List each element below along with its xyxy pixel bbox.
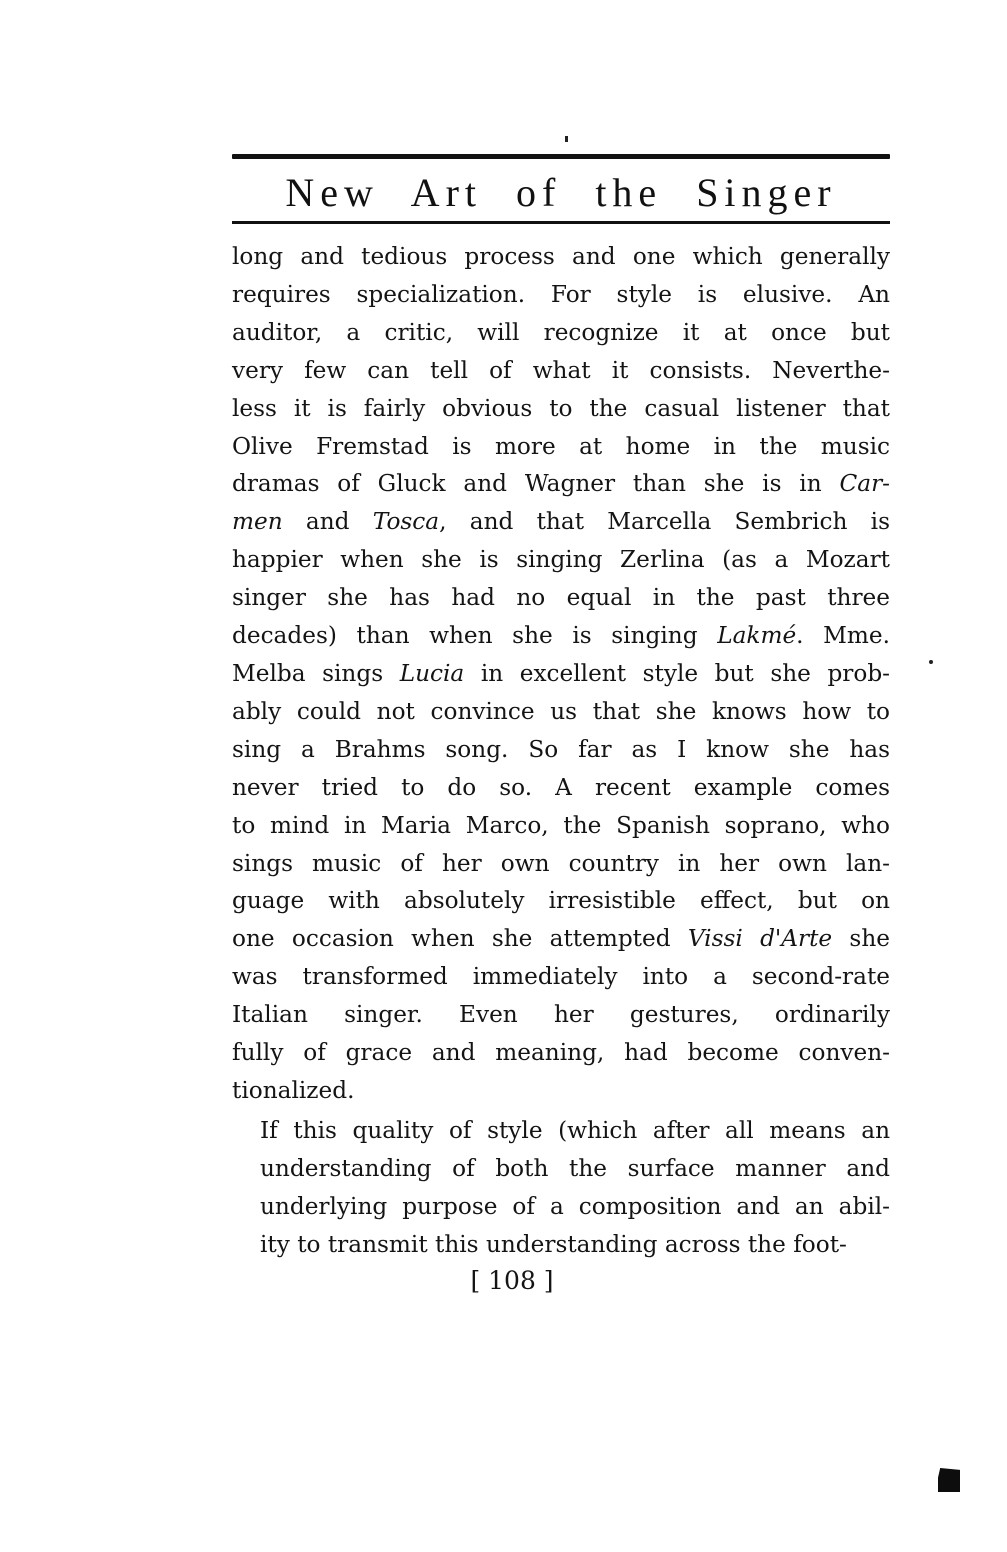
text-line: long and tedious process and one which generally — [232, 243, 890, 270]
text-line: ably could not convince us that she knows how to — [232, 697, 890, 725]
text-line: Olive Fremstad is more at home in the music — [232, 432, 890, 460]
text-line: men and Tosca, and that Marcella Sembrich is — [232, 508, 890, 536]
text-line: ity to transmit this understanding across the foot- — [260, 1230, 847, 1258]
printer-mark — [565, 136, 568, 142]
body-text — [232, 238, 890, 1263]
text-line: Italian singer. Even her gestures, ordinarily — [232, 1001, 890, 1029]
text-line: underlying purpose of a composition and an abil- — [260, 1192, 890, 1220]
paragraph-2 — [232, 1112, 890, 1264]
text-line: requires specialization. For style is elusive. An — [232, 280, 890, 308]
text-line: less it is fairly obvious to the casual listener that — [232, 394, 890, 422]
stray-dot — [929, 660, 933, 664]
text-line: auditor, a critic, will recognize it at once but — [232, 318, 890, 346]
text-line: guage with absolutely irresistible effect, but on — [232, 887, 890, 915]
text-line: Melba sings Lucia in excellent style but she prob- — [232, 659, 891, 687]
text-line: If this quality of style (which after all means an — [260, 1116, 890, 1144]
page-number: [ 108 ] — [470, 1266, 554, 1295]
corner-mark — [938, 1468, 960, 1492]
text-line: one occasion when she attempted Vissi d'Arte she — [232, 925, 890, 953]
top-rule — [232, 154, 890, 159]
text-line: decades) than when she is singing Lakmé. Mme. — [232, 622, 890, 650]
head-rule — [232, 221, 890, 224]
text-line: sing a Brahms song. So far as I know she has — [232, 735, 890, 763]
text-line: fully of grace and meaning, had become conven- — [232, 1039, 890, 1067]
text-line: understanding of both the surface manner and — [260, 1154, 890, 1182]
running-head: New Art of the Singer — [285, 170, 837, 215]
text-line: was transformed immediately into a second-rate — [232, 963, 890, 991]
text-line: singer she has had no equal in the past three — [232, 584, 890, 612]
text-line: dramas of Gluck and Wagner than she is in Car- — [232, 470, 890, 498]
text-line: tionalized. — [232, 1076, 355, 1104]
text-line: never tried to do so. A recent example comes — [232, 773, 890, 801]
text-line: very few can tell of what it consists. Neverthe- — [232, 356, 890, 384]
text-line: happier when she is singing Zerlina (as a Mozart — [232, 546, 890, 574]
paragraph-1 — [232, 238, 890, 1110]
text-line: sings music of her own country in her own lan- — [232, 849, 890, 877]
text-line: to mind in Maria Marco, the Spanish soprano, who — [232, 811, 890, 839]
